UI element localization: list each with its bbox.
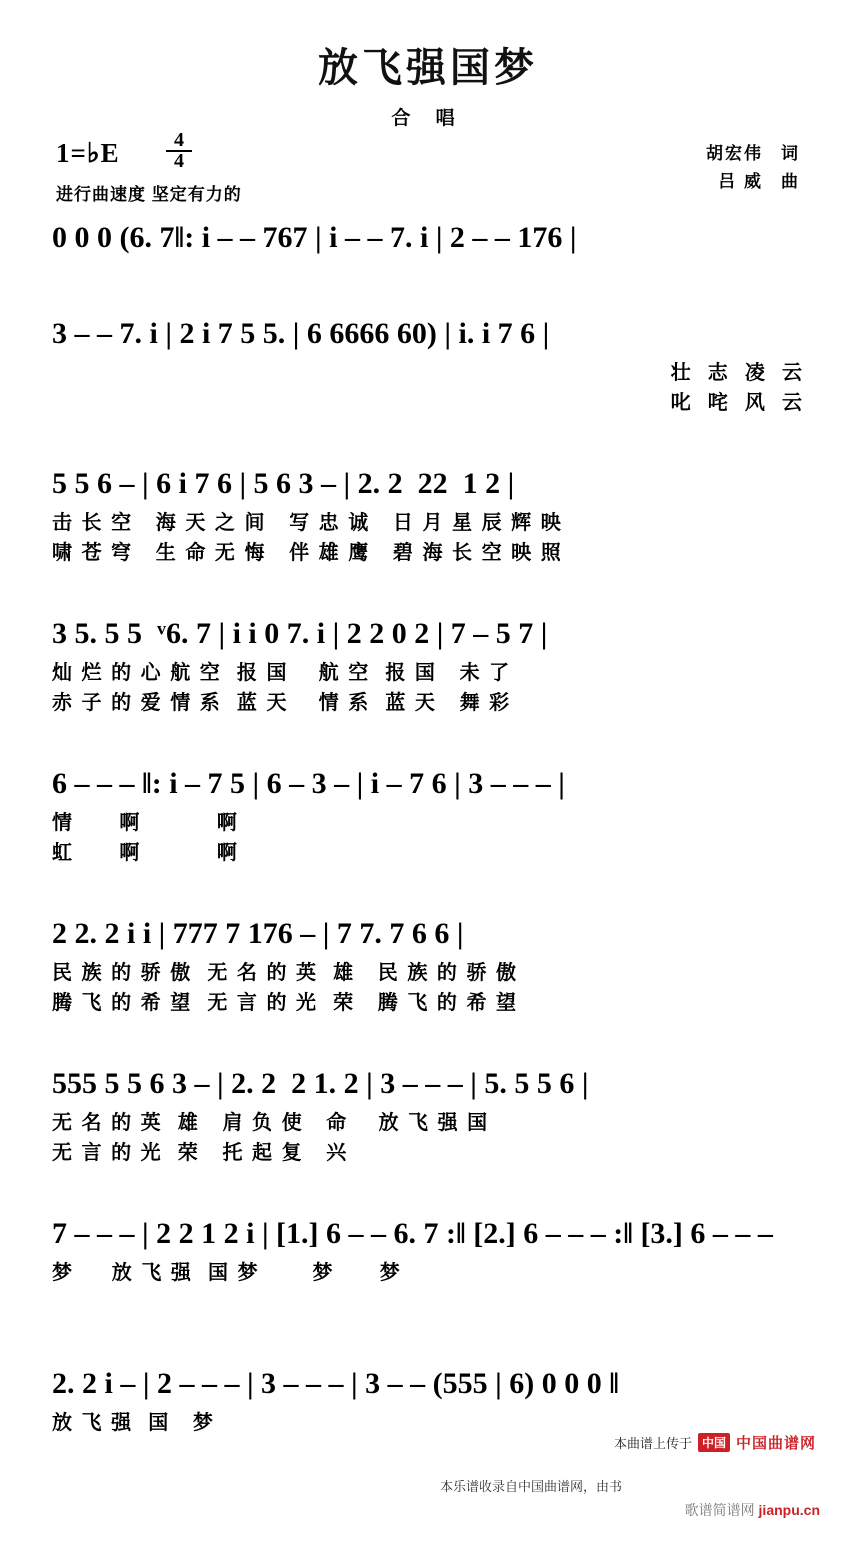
lyric-line: 赤 子 的 爱 情 系 蓝 天 情 系 蓝 天 舞 彩 <box>52 692 512 714</box>
upload-credit <box>614 1432 816 1453</box>
notation-line: 6 – – – ‖: i – 7 5 | 6 – 3 – | i – 7 6 | 3 – – – | <box>52 767 565 800</box>
music-system <box>52 462 804 612</box>
music-system <box>52 216 804 312</box>
lyric-line: 梦 放 飞 强 国 梦 梦 梦 <box>52 1262 402 1284</box>
notation-line: 3 5. 5 5 ᵛ6. 7 | i i 0 7. i | 2 2 0 2 | 7 – 5 7 | <box>52 617 548 650</box>
lyric-line: 灿 烂 的 心 航 空 报 国 航 空 报 国 未 了 <box>52 662 512 684</box>
page-title: 放飞强国梦 <box>318 46 538 90</box>
music-system <box>52 912 804 1062</box>
notation-line: 555 5 5 6 3 – | 2. 2 2 1. 2 | 3 – – – | 5. 5 5 6 | <box>52 1067 589 1100</box>
notation-line: 3 – – 7. i | 2 i 7 5 5. | 6 6666 60) | i. i 7 6 | <box>52 317 550 350</box>
lyric-line: 叱 咤 风 云 <box>670 392 804 414</box>
lyric-line: 无 言 的 光 荣 托 起 复 兴 <box>52 1142 349 1164</box>
score-header <box>0 130 856 216</box>
music-system <box>52 612 804 762</box>
key-signature-text: 1=♭E <box>56 138 120 168</box>
music-system <box>52 762 804 912</box>
key-signature <box>56 138 120 169</box>
source-note: 本乐谱收录自中国曲谱网，由书 <box>440 1479 623 1494</box>
music-system <box>52 312 804 462</box>
lyric-line: 情 啊 啊 <box>52 812 239 834</box>
upload-credit-text: 本曲谱上传于 <box>613 1436 692 1451</box>
page-subtitle: 合 唱 <box>391 108 465 129</box>
notation-line: 2 2. 2 i i | 777 7 176 – | 7 7. 7 6 6 | <box>52 917 464 950</box>
music-system <box>52 1212 804 1362</box>
lyric-line: 放 飞 强 国 梦 <box>52 1412 215 1434</box>
tempo-marking: 进行曲速度 坚定有力的 <box>56 185 242 204</box>
watermark-text: 歌谱简谱网 <box>684 1502 755 1518</box>
music-system <box>52 1062 804 1212</box>
watermark-url: jianpu.cn <box>758 1502 820 1518</box>
lyric-line: 击 长 空 海 天 之 间 写 忠 诚 日 月 星 辰 辉 映 <box>52 512 563 534</box>
lyric-line: 啸 苍 穹 生 命 无 悔 伴 雄 鹰 碧 海 长 空 映 照 <box>52 542 563 564</box>
site-logo-icon: 中国 <box>698 1433 730 1452</box>
credit-lyricist: 胡宏伟 词 <box>706 144 800 163</box>
lyric-line: 民 族 的 骄 傲 无 名 的 英 雄 民 族 的 骄 傲 <box>52 962 519 984</box>
lyric-line: 壮 志 凌 云 <box>670 362 804 384</box>
time-signature-denominator: 4 <box>174 150 184 172</box>
page-footer <box>0 1424 856 1544</box>
site-name: 中国曲谱网 <box>735 1435 816 1452</box>
notation-line: 0 0 0 (6. 7‖: i – – 767 | i – – 7. i | 2 – – 176 | <box>52 221 577 254</box>
notation-line: 5 5 6 – | 6 i 7 6 | 5 6 3 – | 2. 2 22 1 2 | <box>52 467 515 500</box>
lyric-line: 无 名 的 英 雄 肩 负 使 命 放 飞 强 国 <box>52 1112 490 1134</box>
notation-line: 2. 2 i – | 2 – – – | 3 – – – | 3 – – (555 | 6) 0 0 0 ‖ <box>52 1367 619 1400</box>
watermark <box>685 1500 820 1520</box>
lyric-line: 腾 飞 的 希 望 无 言 的 光 荣 腾 飞 的 希 望 <box>52 992 519 1014</box>
lyric-line: 虹 啊 啊 <box>52 842 239 864</box>
time-signature <box>166 129 192 172</box>
time-signature-numerator: 4 <box>166 132 192 152</box>
credit-composer: 吕 威 曲 <box>718 172 800 191</box>
credits-block <box>706 140 800 196</box>
notation-line: 7 – – – | 2 2 1 2 i | [1.] 6 – – 6. 7 :‖ [2.] 6 – – – :‖ [3.] 6 – – – <box>52 1217 773 1250</box>
